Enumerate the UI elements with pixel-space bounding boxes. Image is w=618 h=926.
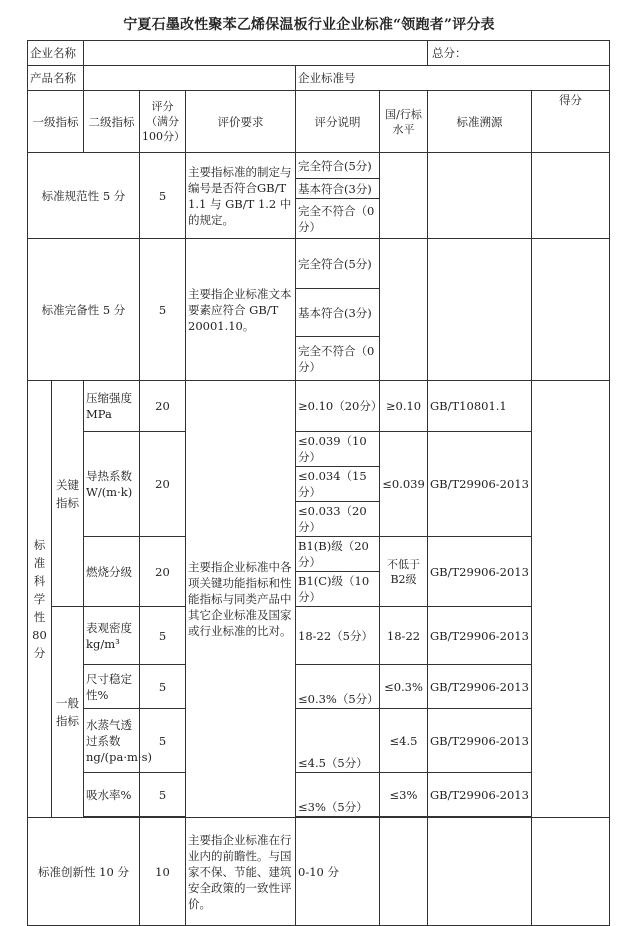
metric-score: 5	[140, 607, 186, 665]
metric-level: ≤4.5	[380, 709, 428, 773]
col-source: 标准溯源	[428, 91, 532, 153]
s1-label: 标准规范性 5 分	[28, 153, 140, 239]
metric-score: 5	[140, 709, 186, 773]
metric-source: GB/T29906-2013	[428, 665, 532, 709]
metric-name: 吸水率%	[84, 773, 140, 817]
s4-points[interactable]	[532, 818, 610, 926]
s3-label: 标准科学性80分	[28, 381, 52, 818]
product-name-label: 产品名称	[28, 66, 84, 91]
metric-desc: ≤0.039（10分）	[296, 432, 380, 467]
s2-score: 5	[140, 239, 186, 381]
col-score-desc: 评分说明	[296, 91, 380, 153]
metric-score: 20	[140, 432, 186, 537]
metric-name: 表观密度 kg/m³	[84, 607, 140, 665]
metric-desc: ≤0.034（15分）	[296, 467, 380, 502]
s4-label: 标准创新性 10 分	[28, 818, 140, 926]
score-sheet	[27, 40, 609, 911]
metric-name: 燃烧分级	[84, 537, 140, 607]
metric-source: GB/T29906-2013	[428, 537, 532, 607]
s3-key-label: 关键指标	[52, 381, 84, 607]
metric-source: GB/T29906-2013	[428, 709, 532, 773]
s1-score: 5	[140, 153, 186, 239]
col-score-full: 评分（满分100分）	[140, 91, 186, 153]
metric-desc: ≤0.033（20分）	[296, 502, 380, 537]
metric-level: ≤3%	[380, 773, 428, 817]
standard-no-label: 企业标准号	[296, 66, 610, 91]
metric-name: 尺寸稳定性%	[84, 665, 140, 709]
s1-opt3: 完全不符合（0分）	[296, 199, 380, 239]
metric-desc: B1(C)级（10分）	[296, 572, 380, 607]
s2-opt3: 完全不符合（0分）	[296, 337, 380, 381]
metric-source: GB/T29906-2013	[428, 773, 532, 817]
metric-name: 水蒸气透过系数 ng/(pa·m·s)	[84, 709, 140, 773]
s4-desc: 0-10 分	[296, 818, 380, 926]
metric-level: ≤0.3%	[380, 665, 428, 709]
metric-desc: ≤4.5（5分）	[296, 709, 380, 773]
s2-label: 标准完备性 5 分	[28, 239, 140, 381]
s4-score: 10	[140, 818, 186, 926]
col-level2: 二级指标	[84, 91, 140, 153]
s3-points[interactable]	[532, 381, 610, 818]
s1-opt2: 基本符合(3分)	[296, 179, 380, 199]
company-name-label: 企业名称	[28, 41, 84, 66]
col-national-level: 国/行标水平	[380, 91, 428, 153]
s4-requirement: 主要指企业标准在行业内的前瞻性。与国家不保、节能、建筑安全政策的一致性评价。	[186, 818, 296, 926]
product-name-value[interactable]	[84, 66, 296, 91]
s2-opt2: 基本符合(3分)	[296, 289, 380, 337]
col-requirement: 评价要求	[186, 91, 296, 153]
metric-score: 20	[140, 537, 186, 607]
metric-desc: B1(B)级（20分）	[296, 537, 380, 572]
metric-desc: ≥0.10（20分）	[296, 381, 380, 432]
metric-source: GB/T10801.1	[428, 381, 532, 432]
s1-points[interactable]	[532, 153, 610, 239]
metric-score: 5	[140, 665, 186, 709]
score-table	[27, 40, 610, 926]
s3-requirement: 主要指企业标准中各项关键功能指标和性能指标与同类产品中其它企业标准及国家或行业标准的比对。	[186, 381, 296, 818]
metric-source: GB/T29906-2013	[428, 432, 532, 537]
col-points: 得分	[532, 91, 610, 153]
metric-desc: ≤0.3%（5分）	[296, 665, 380, 709]
s1-opt1: 完全符合(5分)	[296, 153, 380, 179]
metric-score: 5	[140, 773, 186, 817]
metric-level: 18-22	[380, 607, 428, 665]
metric-name: 压缩强度 MPa	[84, 381, 140, 432]
s2-points[interactable]	[532, 239, 610, 381]
metric-desc: 18-22（5分）	[296, 607, 380, 665]
metric-level: 不低于B2级	[380, 537, 428, 607]
total-score-label: 总分：	[428, 41, 610, 66]
col-level1: 一级指标	[28, 91, 84, 153]
s2-opt1: 完全符合(5分)	[296, 239, 380, 289]
s3-general-label: 一般指标	[52, 607, 84, 818]
metric-level: ≤0.039	[380, 432, 428, 537]
company-name-value[interactable]	[84, 41, 428, 66]
metric-name: 导热系数 W/(m·k)	[84, 432, 140, 537]
metric-score: 20	[140, 381, 186, 432]
metric-level: ≥0.10	[380, 381, 428, 432]
s1-requirement: 主要指标准的制定与编号是否符合GB/T 1.1 与 GB/T 1.2 中的规定。	[186, 153, 296, 239]
metric-source: GB/T29906-2013	[428, 607, 532, 665]
s2-requirement: 主要指企业标准文本要素应符合 GB/T 20001.10。	[186, 239, 296, 381]
metric-desc: ≤3%（5分）	[296, 773, 380, 817]
page-title: 宁夏石墨改性聚苯乙烯保温板行业企业标准“领跑者”评分表	[123, 17, 495, 33]
